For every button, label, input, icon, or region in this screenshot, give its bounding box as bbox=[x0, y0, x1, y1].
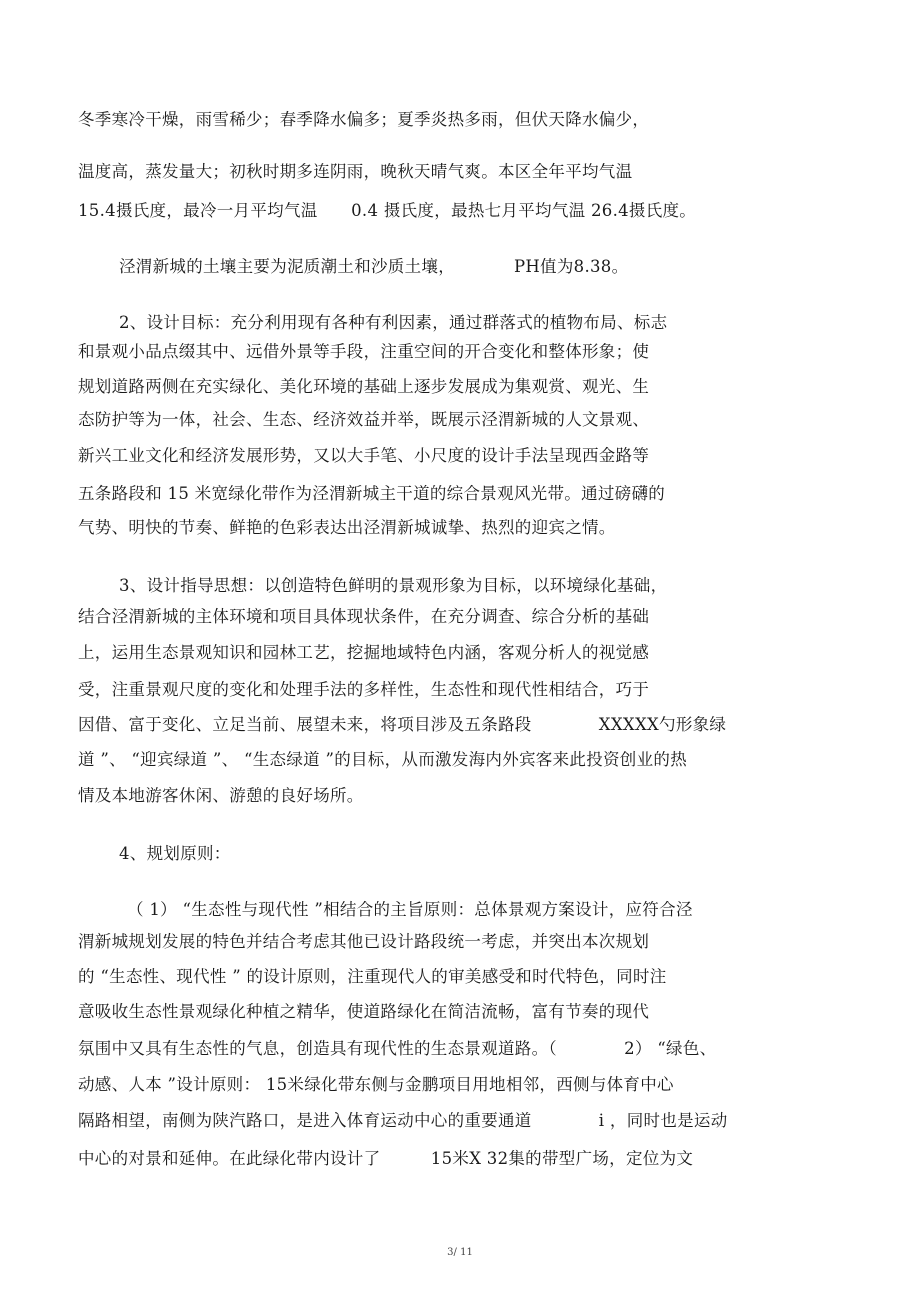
text-line-17: 道 ”、 “迎宾绿道 ”、 “生态绿道 ”的目标，从而激发海内外宾客来此投资创业的热 bbox=[78, 750, 688, 769]
page-number: 3/ 11 bbox=[447, 1247, 473, 1258]
text-line-1: 冬季寒冷干燥，雨雪稀少；春季降水偏多；夏季炎热多雨，但伏天降水偏少， bbox=[78, 110, 650, 129]
text-line-25: 动感、人本 ”设计原则： 15米绿化带东侧与金鹏项目用地相邻，西侧与体育中心 bbox=[78, 1075, 674, 1094]
text-line-9: 新兴工业文化和经济发展形势，又以大手笔、小尺度的设计手法呈现西金路等 bbox=[78, 446, 650, 465]
text-line-15: 受，注重景观尺度的变化和处理手法的多样性，生态性和现代性相结合，巧于 bbox=[78, 680, 650, 699]
text-line-5: 2、设计目标：充分利用现有各种有利因素，通过群落式的植物布局、标志 bbox=[119, 313, 668, 332]
text-line-23: 意吸收生态性景观绿化种植之精华，使道路绿化在简洁流畅，富有节奏的现代 bbox=[78, 1002, 650, 1021]
text-line-8: 态防护等为一体，社会、生态、经济效益并举，既展示泾渭新城的人文景观、 bbox=[78, 410, 650, 429]
text-line-14: 上，运用生态景观知识和园林工艺，挖掘地域特色内涵，客观分析人的视觉感 bbox=[78, 643, 650, 662]
text-line-20: （ 1） “生态性与现代性 ”相结合的主旨原则：总体景观方案设计，应符合泾 bbox=[127, 900, 693, 919]
text-line-7: 规划道路两侧在充实绿化、美化环境的基础上逐步发展成为集观赏、观光、生 bbox=[78, 377, 650, 396]
text-line-11: 气势、明快的节奏、鲜艳的色彩表达出泾渭新城诚挚、热烈的迎宾之情。 bbox=[78, 518, 616, 537]
text-line-10: 五条路段和 15 米宽绿化带作为泾渭新城主干道的综合景观风光带。通过磅礴的 bbox=[78, 484, 666, 503]
text-line-24: 氛围中又具有生态性的气息，创造具有现代性的生态景观道路。（ 2） “绿色、 bbox=[78, 1039, 717, 1058]
text-line-13: 结合泾渭新城的主体环境和项目具体现状条件，在充分调查、综合分析的基础 bbox=[78, 607, 650, 626]
text-line-21: 渭新城规划发展的特色并结合考虑其他已设计路段统一考虑，并突出本次规划 bbox=[78, 932, 650, 951]
text-line-6: 和景观小品点缀其中、远借外景等手段，注重空间的开合变化和整体形象；使 bbox=[78, 342, 650, 361]
text-line-26: 隔路相望，南侧为陕汽路口，是进入体育运动中心的重要通道 i ，同时也是运动 bbox=[78, 1111, 728, 1130]
text-line-3: 15.4摄氏度，最冷一月平均气温 0.4 摄氏度，最热七月平均气温 26.4摄氏度。 bbox=[78, 201, 697, 220]
text-line-18: 情及本地游客休闲、游憩的良好场所。 bbox=[78, 786, 364, 805]
text-line-16: 因借、富于变化、立足当前、展望未来，将项目涉及五条路段 XXXXX勺形象绿 bbox=[78, 715, 727, 734]
text-line-12: 3、设计指导思想：以创造特色鲜明的景观形象为目标，以环境绿化基础， bbox=[119, 576, 668, 595]
text-line-19: 4、规划原则： bbox=[119, 844, 231, 863]
text-line-2: 温度高，蒸发量大；初秋时期多连阴雨，晚秋天晴气爽。本区全年平均气温 bbox=[78, 162, 633, 181]
text-line-22: 的 “生态性、现代性 ” 的设计原则，注重现代人的审美感受和时代特色，同时注 bbox=[78, 967, 667, 986]
text-line-4: 泾渭新城的土壤主要为泥质潮土和沙质土壤， PH值为8.38。 bbox=[119, 257, 629, 276]
text-line-27: 中心的对景和延伸。在此绿化带内设计了 15米X 32集的带型广场，定位为文 bbox=[78, 1149, 694, 1168]
